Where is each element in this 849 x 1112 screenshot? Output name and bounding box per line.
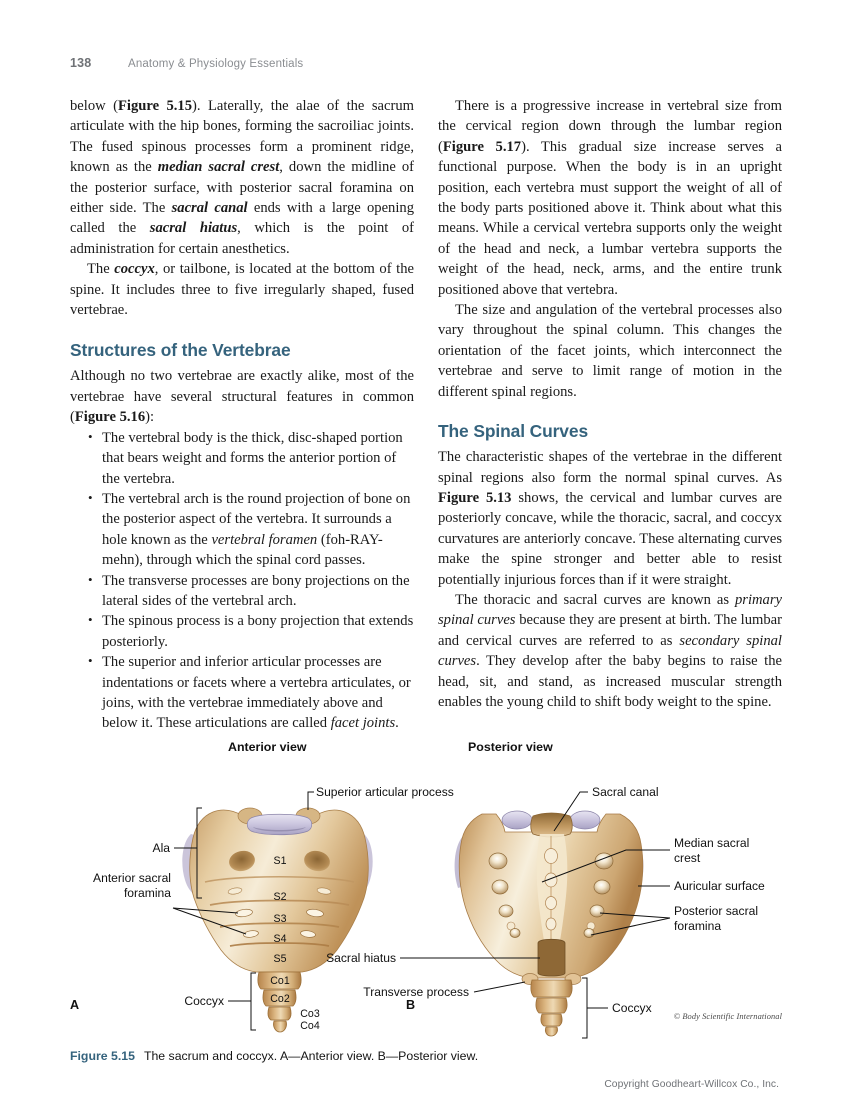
list-item-text: The vertebral body is the thick, disc-shaped portion that bears weight and forms the anterior portion of the vertebra. — [102, 429, 403, 487]
text-fragment: ). This gradual size increase serves a functional purpose. When the body is in an upright position, each vertebra must support the weight of all of the body parts positioned above it. Think about what this means. While a cervical vertebra supports only the weight of the head and neck, a lumbar vertebra supports the weight of the head, neck, arms, and the entire trunk positioned above that vertebra. — [438, 138, 782, 298]
text-fragment: ): — [145, 409, 155, 426]
figure-caption-text: The sacrum and coccyx. A—Anterior view. B—Posterior view. — [143, 1049, 479, 1063]
text-fragment: . They develop after the baby begins to raise the head, sit, and stand, as increased muscular strength enables the young child to shift body weight to the spine. — [438, 653, 782, 710]
list-item-text: The transverse processes are bony projections on the lateral sides of the vertebral arch. — [102, 572, 410, 609]
key-term: facet joints — [330, 715, 396, 732]
segment-label-co4: Co4 — [300, 1020, 320, 1032]
paragraph-spinal-curve-shapes — [438, 447, 782, 590]
list-item — [88, 489, 414, 571]
label-superior-articular-process: Superior articular process — [316, 785, 454, 799]
label-anterior-sacral-foramina — [70, 871, 171, 901]
book-title: Anatomy & Physiology Essentials — [128, 58, 304, 70]
label-auricular-surface: Auricular surface — [674, 879, 765, 893]
segment-label-s1: S1 — [273, 855, 287, 867]
paragraph-structural-features — [70, 366, 414, 427]
key-term: sacral canal — [171, 200, 248, 217]
paragraph-vertebral-size — [438, 96, 782, 300]
figure-caption — [70, 1048, 782, 1064]
key-term: vertebral foramen — [211, 531, 318, 548]
label-coccyx-posterior: Coccyx — [612, 1001, 652, 1015]
label-median-sacral-crest — [674, 836, 749, 866]
list-item-text: (foh-RAY-mehn), through which the spinal cord passes. — [102, 531, 383, 569]
segment-label-s2: S2 — [273, 891, 287, 903]
list-item-text: The superior and inferior articular processes are indentations or facets where a vertebra articulates, or joins, with the vertebrae immediately above and below it. These articulations are called — [102, 654, 411, 732]
text-columns — [70, 96, 782, 732]
text-fragment: The characteristic shapes of the vertebrae in the different spinal regions also form the normal spinal curves. As — [438, 449, 782, 486]
left-column — [70, 96, 415, 732]
segment-label-s3: S3 — [273, 913, 287, 925]
illustration-credit: © Body Scientific International — [673, 1012, 782, 1021]
label-coccyx-anterior: Coccyx — [184, 994, 224, 1008]
label-line-2: crest — [674, 851, 701, 865]
label-transverse-process: Transverse process — [363, 985, 469, 999]
label-sacral-canal: Sacral canal — [592, 785, 659, 799]
label-sacral-hiatus: Sacral hiatus — [326, 951, 396, 965]
paragraph-primary-secondary-curves — [438, 590, 782, 712]
segment-label-s5: S5 — [273, 953, 287, 965]
text-fragment: There is a progressive increase in vertebral size from the cervical region down through the lumbar region ( — [438, 98, 782, 155]
figure-reference: Figure 5.15 — [117, 98, 193, 114]
posterior-view-heading: Posterior view — [468, 740, 553, 754]
paragraph-continuation — [70, 96, 414, 259]
copyright-notice: Copyright Goodheart-Willcox Co., Inc. — [604, 1079, 779, 1090]
key-term: median sacral crest — [157, 159, 280, 176]
section-heading-the-spinal-curves: The Spinal Curves — [438, 421, 589, 442]
label-line-2: foramina — [123, 886, 171, 900]
text-fragment: , or tailbone, is located at the bottom of the spine. It includes three to five irregularly shaped, fused vertebrae. — [70, 261, 414, 319]
segment-label-co1: Co1 — [270, 975, 290, 987]
label-line-1: Posterior sacral — [674, 904, 759, 918]
running-head — [70, 56, 780, 74]
right-column — [438, 96, 782, 726]
label-line-2: foramina — [674, 919, 722, 933]
list-item — [88, 428, 414, 489]
figure-caption-number: Figure 5.15 — [70, 1049, 135, 1063]
paragraph-coccyx — [70, 259, 414, 320]
figure-5-15 — [70, 730, 782, 1040]
text-fragment: The thoracic and sacral curves are known as — [455, 591, 735, 608]
text-fragment: Although no two vertebrae are exactly alike, most of the vertebrae have several structural features in common ( — [70, 368, 414, 426]
text-fragment: below ( — [70, 98, 118, 114]
key-term: secondary spinal curves — [438, 632, 782, 670]
text-fragment: shows, the cervical and lumbar curves are posteriorly concave, while the thoracic, sacral, and coccyx curvatures are anteriorly concave. These alternating curves make the spine stronger and better able to resist potentially injurious forces than if it were straight. — [438, 489, 782, 588]
key-term: primary spinal curves — [438, 591, 782, 629]
text-fragment: ends with a large opening called the — [70, 200, 415, 237]
segment-label-co3: Co3 — [300, 1008, 320, 1020]
list-item-text: . — [395, 715, 399, 732]
text-fragment: because they are present at birth. The lumbar and cervical curves are referred to as — [438, 612, 782, 649]
section-heading-structures-of-the-vertebrae: Structures of the Vertebrae — [70, 340, 291, 361]
key-term: sacral hiatus — [149, 220, 238, 237]
list-item — [88, 652, 414, 734]
list-item-text: The vertebral arch is the round projection of bone on the posterior aspect of the vertebra. It surrounds a hole known as the — [102, 490, 411, 548]
list-item-text: The spinous process is a bony projection that extends posteriorly. — [102, 613, 414, 650]
segment-label-co2: Co2 — [270, 993, 290, 1005]
page-number: 138 — [70, 56, 92, 70]
anterior-view-heading: Anterior view — [228, 740, 307, 754]
label-line-1: Median sacral — [674, 836, 750, 850]
paragraph-process-angulation: The size and angulation of the vertebral processes also vary throughout the spinal column. This changes the orientation of the facet joints, which interconnect the vertebrae and serve to limit range of motion in the different spinal regions. — [438, 302, 782, 400]
figure-reference: Figure 5.16 — [74, 409, 146, 426]
text-fragment: ). Laterally, the alae of the sacrum articulate with the hip bones, forming the sacroiliac joints. The fused spinous processes form a prominent ridge, known as the — [70, 98, 414, 176]
label-line-1: Anterior sacral — [93, 871, 171, 885]
key-term: coccyx — [114, 261, 155, 278]
label-ala: Ala — [152, 841, 170, 855]
label-posterior-sacral-foramina — [674, 904, 758, 934]
text-fragment: , down the midline of the posterior surface, with posterior sacral foramina on either side. The — [70, 159, 414, 217]
list-item — [88, 611, 414, 652]
segment-label-s4: S4 — [273, 933, 287, 945]
list-item — [88, 571, 414, 612]
vertebrae-features-list — [70, 428, 414, 734]
panel-letter-a: A — [70, 998, 80, 1012]
panel-letter-b: B — [406, 998, 416, 1012]
figure-reference: Figure 5.17 — [442, 138, 522, 155]
text-fragment: The — [87, 261, 115, 278]
text-fragment: , which is the point of administration for certain anesthetics. — [70, 220, 415, 257]
figure-reference: Figure 5.13 — [438, 489, 512, 506]
